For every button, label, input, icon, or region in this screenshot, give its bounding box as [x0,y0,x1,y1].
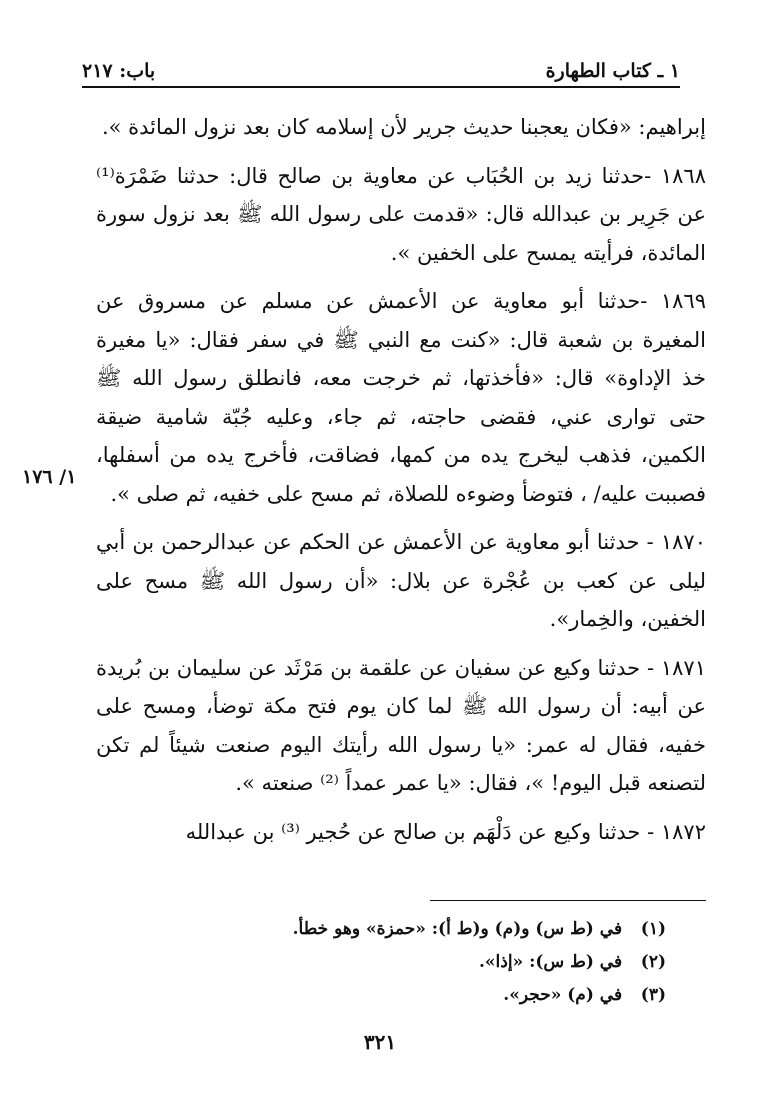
footnote-item [66,913,666,946]
hadith-1870: ١٨٧٠ - حدثنا أبو معاوية عن الأعمش عن الحكم عن عبدالرحمن بن أبي ليلى عن كعب بن عُجْرة عن بلال: «أن رسول الله ﷺ مسح على الخفين، والخِمار». [96,530,706,631]
page-number: ٣٢١ [363,1030,397,1054]
hadith-1868: ١٨٦٨ -حدثنا زيد بن الحُبَاب عن معاوية بن صالح قال: حدثنا ضَمْرَة⁽¹⁾ عن جَرِير بن عبدالله قال: «قدمت على رسول الله ﷺ بعد نزول سورة المائدة، فرأيته يمسح على الخفين ». [96,163,706,265]
footnote-number: (١) [640,919,666,939]
footnote-text: في (ط س) و(م) و(ط أ): «حمزة» وهو خطأ. [292,919,623,939]
footnote-divider [430,900,706,901]
hadith-1872: ١٨٧٢ - حدثنا وكيع عن دَلْهَم بن صالح عن حُجير ⁽³⁾ بن عبدالله [185,819,706,844]
footnotes [66,913,666,1012]
footnote-text: في (م) «حجر». [503,985,623,1005]
hadith-1871: ١٨٧١ - حدثنا وكيع عن سفيان عن علقمة بن مَرْثَد عن سليمان بن بُريدة عن أبيه: أن رسول الله ﷺ لما كان يوم فتح مكة توضأ، ومسح على خفيه، فقال له عمر: «يا رسول الله رأيتك اليوم صنعت شيئاً لم تكن لتصنعه قبل اليوم! »، فقال: «يا عمر عمداً ⁽²⁾ صنعته ». [96,655,706,795]
main-text [96,108,706,861]
footnote-text: في (ط س): «إذا». [479,952,623,972]
marginal-page-reference: ١/ ١٧٦ [22,466,77,488]
bab-label: باب: ٢١٧ [82,60,156,82]
footnote-number: (٣) [640,985,666,1005]
chapter-title: ١ ـ كتاب الطهارة [545,60,680,82]
hadith-1869: ١٨٦٩ -حدثنا أبو معاوية عن الأعمش عن مسلم عن مسروق عن المغيرة بن شعبة قال: «كنت مع النبي ﷺ في سفر فقال: «يا مغيرة خذ الإداوة» قال: «فأخذتها، ثم خرجت معه، فانطلق رسول الله ﷺ حتى توارى عني، فقضى حاجته، ثم جاء، وعليه جُبّة شامية ضيقة الكمين، فذهب ليخرج يده من كمها، فضاقت، فأخرج يده من أسفلها، فصببت عليه/ ، فتوضأ وضوءه للصلاة، ثم مسح على خفيه، ثم صلى ». [96,289,706,506]
running-header [82,48,680,88]
footnote-item [66,946,666,979]
footnote-number: (٢) [640,952,666,972]
footnote-item [66,979,666,1012]
paragraph: إبراهيم: «فكان يعجبنا حديث جرير لأن إسلامه كان بعد نزول المائدة ». [101,115,706,139]
